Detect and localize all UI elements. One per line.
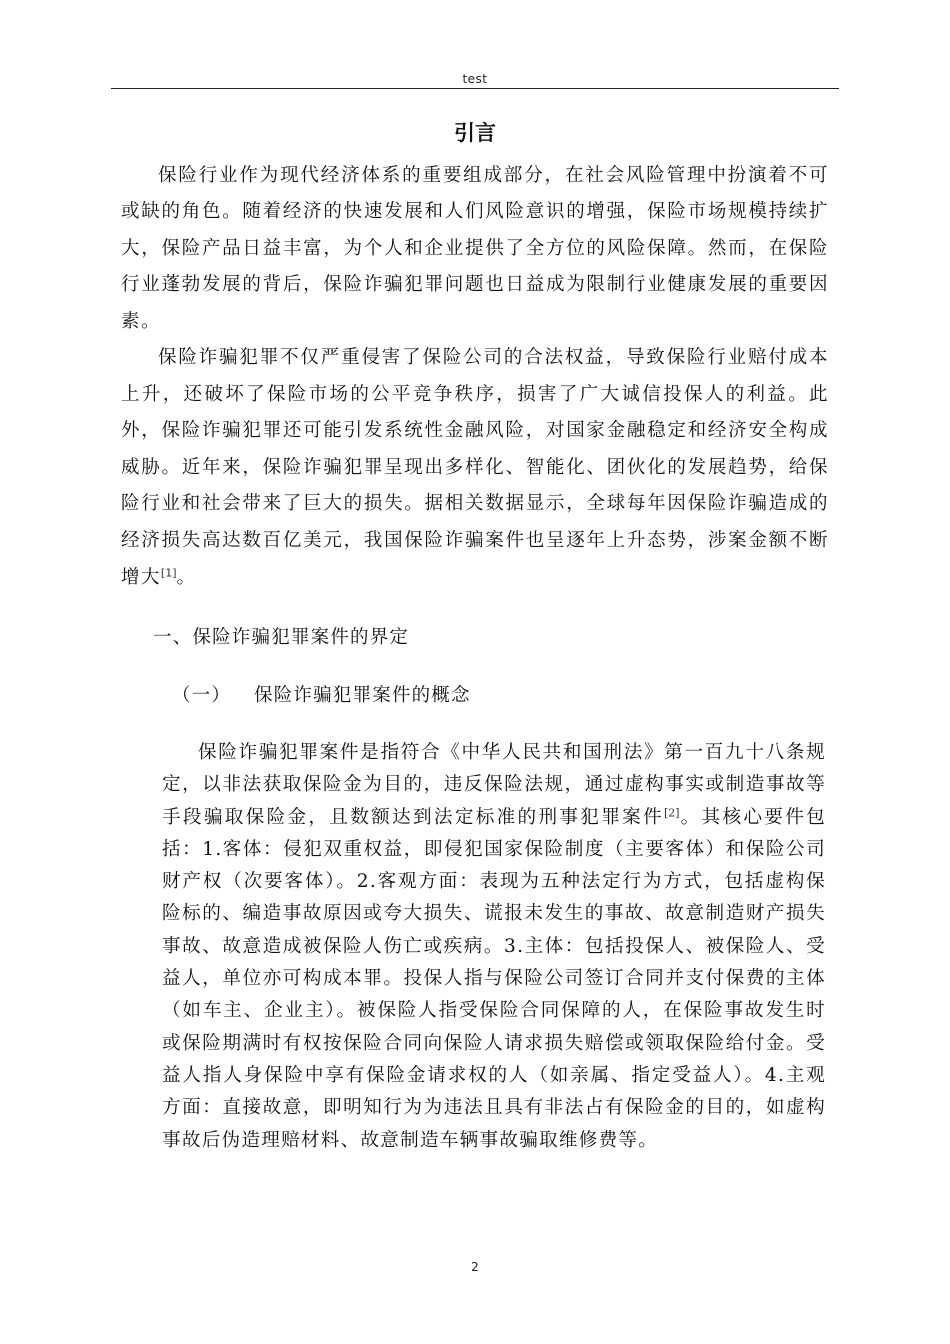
intro-paragraph-2 [121, 340, 829, 596]
subsection-heading [172, 681, 471, 707]
intro-paragraph-2-end: 。 [176, 566, 197, 588]
page-header: test [462, 72, 488, 86]
citation-1: [1] [160, 565, 177, 579]
section-heading: 一、保险诈骗犯罪案件的界定 [153, 627, 410, 648]
intro-paragraph-1: 保险行业作为现代经济体系的重要组成部分，在社会风险管理中扮演着不可或缺的角色。随着经济的快速发展和人们风险意识的增强，保险市场规模持续扩大，保险产品日益丰富，为个人和企业提供了全方位的风险保障。然而，在保险行业蓬勃发展的背后，保险诈骗犯罪问题也日益成为限制行业健康发展的重要因素。 [121, 165, 829, 332]
intro-paragraph-2-text: 保险诈骗犯罪不仅严重侵害了保险公司的合法权益，导致保险行业赔付成本上升，还破坏了保险市场的公平竞争秩序，损害了广大诚信投保人的利益。此外，保险诈骗犯罪还可能引发系统性金融风险，对国家金融稳定和经济安全构成威胁。近年来，保险诈骗犯罪呈现出多样化、智能化、团伙化的发展趋势，给保险行业和社会带来了巨大的损失。据相关数据显示，全球每年因保险诈骗造成的经济损失高达数百亿美元，我国保险诈骗案件也呈逐年上升态势，涉案金额不断增大 [121, 347, 829, 588]
subsection-paragraph-start: 保险诈骗犯罪案件是指符合《中华人民共和国刑法》第一百九十八条规定，以非法获取保险金为目的，违反保险法规，通过虚构事实或制造事故等手段骗取保险金，且数额达到法定标准的刑事犯罪案件 [162, 742, 826, 828]
page-title: 引言 [454, 121, 496, 145]
header-rule [111, 88, 839, 89]
subsection-paragraph [162, 737, 826, 1157]
subsection-title: 保险诈骗犯罪案件的概念 [254, 685, 471, 706]
subsection-number: （一） [172, 685, 232, 706]
citation-2: [2] [663, 806, 680, 819]
subsection-paragraph-rest: 。其核心要件包括：1.客体：侵犯双重权益，即侵犯国家保险制度（主要客体）和保险公司财产权（次要客体）。2.客观方面：表现为五种法定行为方式，包括虚构保险标的、编造事故原因或夸大损失、谎报未发生的事故、故意制造财产损失事故、故意造成被保险人伤亡或疾病。3.主体：包括投保人、被保险人、受益人，单位亦可构成本罪。投保人指与保险公司签订合同并支付保费的主体（如车主、企业主）。被保险人指受保险合同保障的人，在保险事故发生时或保险期满时有权按保险合同向保险人请求损失赔偿或领取保险给付金。受益人指人身保险中享有保险金请求权的人（如亲属、指定受益人）。4.主观方面：直接故意，即明知行为为违法且具有非法占有保险金的目的，如虚构事故后伪造理赔材料、故意制造车辆事故骗取维修费等。 [162, 806, 826, 1151]
page-number: 2 [471, 1260, 479, 1274]
